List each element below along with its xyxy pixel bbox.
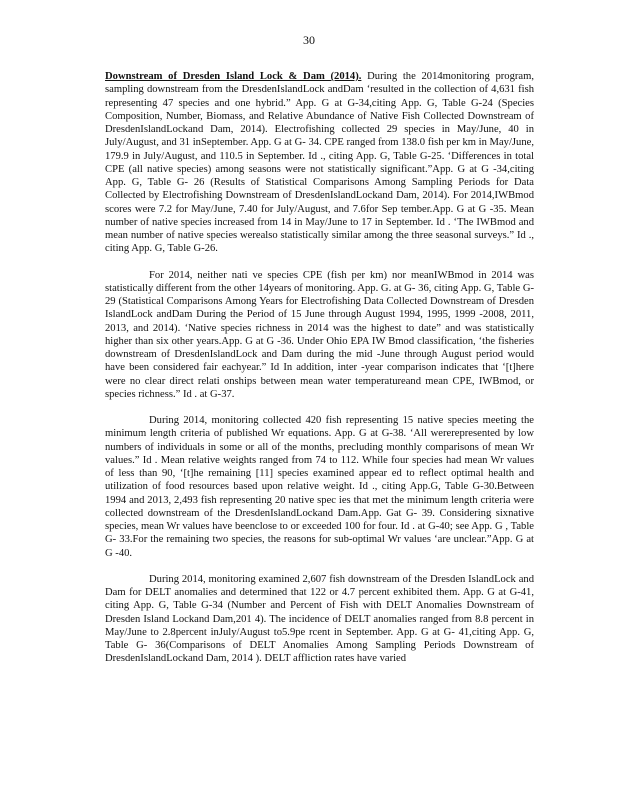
document-body (105, 70, 534, 666)
paragraph-delt-anomalies (105, 573, 534, 666)
paragraph-text: During the 2014monitoring program, sampling downstream from the DresdenIslandLock andDam ‘resulted in the collection of 4,631 fish representing 47 species and one hybrid.” App. G at G-34,citing App. G, Table G-24 (Species Composition, Number, Biomass, and Relative Abundance of Native Fish Collected Downstream of DresdenIslandLockand Dam, 2014). Electrofishing collected 29 species in May/June, 40 in July/August, and 31 inSeptember. App. G at G- 34. CPE ranged from 138.0 fish per km in May/June, 179.9 in July/August, and 110.5 in September. Id ., citing App. G, Table G-25. ‘Differences in total CPE (all native species) among seasons were not statistically significant.”App. G at G -34,citing App. G, Table G- 26 (Results of Statistical Comparisons Among Sampling Periods for Data Collected by Electrofishing Downstream of DresdenIslandLockand Dam, 2014). For 2014,IWBmod scores were 7.2 for May/June, 7.40 for July/August, and 7.6for Sep tember.App. G at G -35. Mean number of native species increased from 14 in May/June to 17 in September. Id . ‘The IWBmod and mean number of native species werealso statistically similar among the three seasonal surveys.” Id ., citing App. G, Table G-26. (105, 71, 534, 255)
paragraph-text: For 2014, neither nati ve species CPE (fish per km) nor meanIWBmod in 2014 was statistically different from the other 14years of monitoring. App. G. at G- 36, citing App. G, Table G-29 (Statistical Comparisons Among Years for Electrofishing Data Collected Downstream of Dresden IslandLock andDam During the Period of 15 June through August 1994, 1995, 1999 -2008, 2011, 2013, and 2014). ‘Native species richness in 2014 was the highest to date” and was statistically higher than six other years.App. G at G -36. Under Ohio EPA IW Bmod classification, ‘the fisheries downstream of DresdenIslandLock and Dam during the mid -June through August period would have been considered fair eachyear.” Id In addition, inter -year comparison indicates that ‘[t]here were no clear direct relati onships between mean water temperatureand mean CPE, IWBmod, or species richness.” Id . at G-37. (105, 269, 534, 400)
section-heading: Downstream of Dresden Island Lock & Dam (2014). (105, 71, 362, 82)
paragraph-dresden-2014 (105, 70, 534, 256)
paragraph-relative-weight (105, 414, 534, 560)
paragraph-interyear-comparison (105, 269, 534, 402)
paragraph-text: During 2014, monitoring collected 420 fish representing 15 native species meeting the minimum length criteria of published Wr equations. App. G at G-38. ‘All wererepresented by low numbers of individuals in some or all of the months, precluding monthly comparisons of mean Wr values.” Id . Mean relative weights ranged from 74 to 112. While four species had mean Wr values of less than 90, ‘[t]he remaining [11] species examined appear ed to reflect optimal health and utilization of food resources based upon relative weight. Id ., citing App.G, Table G-30.Between 1994 and 2013, 2,493 fish representing 20 native spec ies that met the minimum length criteria were collected downstream of the DresdenIslandLockand Dam.App. Gat G- 39. Considering sixnative species, mean Wr values have beenclose to or exceeded 100 for four. Id . at G-40; see App. G , Table G- 33.For the remaining two species, the reasons for sub-optimal Wr values ‘are unclear.”App. G at G -40. (105, 415, 534, 559)
page-number: 30 (303, 33, 315, 47)
paragraph-text: During 2014, monitoring examined 2,607 fish downstream of the Dresden IslandLock and Dam for DELT anomalies and determined that 122 or 4.7 percent exhibited them. App. G at G-41, citing App. G, Table G-34 (Number and Percent of Fish with DELT Anomalies Downstream of Dresden Island Lockand Dam,201 4). The incidence of DELT anomalies ranged from 8.8 percent in May/June to 2.8percent inJuly/August to5.9pe rcent in September. App. G at G- 41,citing App. G, Table G- 36(Comparisons of DELT Anomalies Among Sampling Periods Downstream of DresdenIslandLockand Dam, 2014 ). DELT affliction rates have varied (105, 573, 534, 665)
